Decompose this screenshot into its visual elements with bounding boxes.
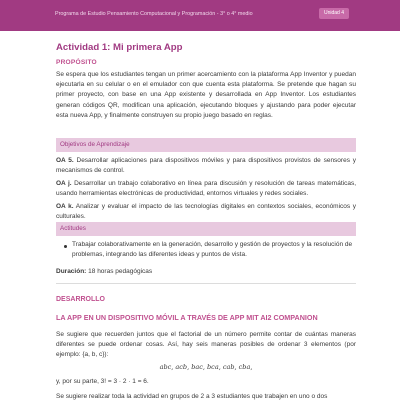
objective-item [56, 202, 356, 222]
duration [56, 268, 152, 275]
objective-code: OA 5. [56, 157, 74, 164]
program-title: Programa de Estudio Pensamiento Computacional y Programación - 3° o 4° medio [55, 11, 253, 17]
bullet-icon [64, 245, 67, 248]
section-divider [56, 283, 356, 284]
purpose-text: Se espera que los estudiantes tengan un primer acercamiento con la plataforma App Inventor y puedan ejecutarla en su celular o en el emulador con que cuenta esta plataforma. Se pretende que hagan su primer proyecto, con base en una App existente y desarrollada en App Inventor. Los estudiantes generan códigos QR, modifican una aplicación, ejecutando bloques y ajustando para poder ejecutar esta nueva App, y finalmente construyen su propio juego basado en reglas. [56, 71, 356, 119]
activity-title: Actividad 1: Mi primera App [56, 42, 183, 53]
attitude-bullet-text: Trabajar colaborativamente en la generación, desarrollo y gestión de proyectos y la resolución de problemas, integrando las diferentes ideas y puntos de vista. [72, 241, 353, 259]
objective-item [56, 156, 356, 176]
objectives-heading: Objetivos de Aprendizaje [60, 141, 130, 148]
attitudes-band [56, 222, 356, 236]
permutations-formula: abc, acb, bac, bca, cab, cba, [159, 363, 253, 371]
page-header [0, 0, 400, 31]
objective-code: OA k. [56, 203, 74, 210]
unit-badge: Unidad 4 [319, 8, 349, 19]
duration-value: 18 horas pedagógicas [88, 268, 153, 275]
development-heading: DESARROLLO [56, 296, 105, 303]
objective-text: Desarrollar aplicaciones para dispositivos móviles y para dispositivos provistos de sensores y mecanismos de control. [56, 157, 356, 174]
development-intro: Se sugiere que recuerden juntos que el factorial de un número permite contar de cuántas maneras diferentes se puede ordenar cosas. Así, hay seis maneras posibles de ordenar 3 elementos (por ejemplo: {a, b, c}): [56, 331, 356, 359]
factorial-result: y, por su parte, 3! = 3 · 2 · 1 = 6. [56, 378, 149, 385]
next-paragraph: Se sugiere realizar toda la actividad en grupos de 2 a 3 estudiantes que trabajen en uno o dos [56, 393, 328, 400]
objective-text: Analizar y evaluar el impacto de las tecnologías digitales en contextos sociales, económicos y culturales. [56, 203, 356, 220]
objective-item [56, 179, 356, 199]
development-subheading: LA APP EN UN DISPOSITIVO MÓVIL A TRAVÉS DE APP MIT AI2 COMPANION [56, 313, 318, 322]
purpose-heading: PROPÓSITO [56, 59, 97, 66]
objective-text: Desarrollar un trabajo colaborativo en línea para discusión y resolución de tareas matemáticas, usando herramientas electrónicas de productividad, entornos virtuales y redes sociales. [56, 180, 356, 197]
objectives-band [56, 138, 356, 152]
duration-label: Duración: [56, 268, 87, 275]
objective-code: OA j. [56, 180, 72, 187]
attitudes-heading: Actitudes [60, 225, 86, 232]
